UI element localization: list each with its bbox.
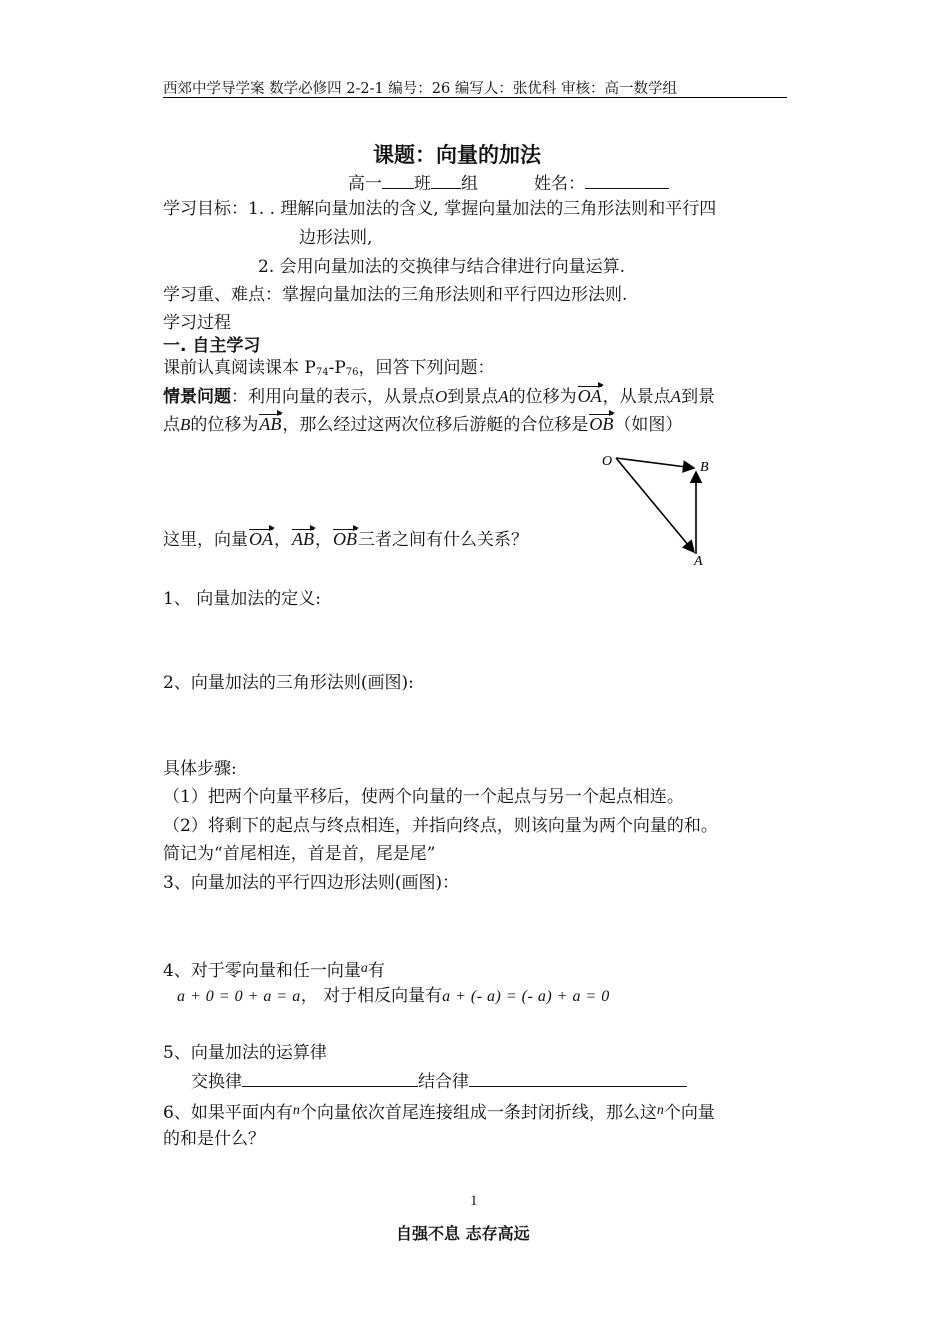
question-4 <box>163 958 385 982</box>
commutative-blank[interactable] <box>242 1070 418 1087</box>
vector-ob: OB <box>589 414 614 434</box>
vector-a-symbol: a <box>360 961 368 976</box>
point-o-label: O <box>435 387 448 406</box>
question-6-line-1 <box>163 1100 715 1124</box>
page-end-subscript: 76 <box>345 367 359 378</box>
class-line <box>348 172 669 195</box>
page-start-subscript: 74 <box>315 367 329 378</box>
page-number: 1 <box>470 1193 478 1209</box>
question-6-text-3: 个向量 <box>663 1103 715 1123</box>
n-symbol-1: n <box>292 1103 300 1118</box>
header-rule <box>163 97 787 98</box>
point-b-label: B <box>180 415 191 434</box>
page-title: 课题：向量的加法 <box>373 143 541 167</box>
question-5: 5、向量加法的运算律 <box>163 1043 327 1063</box>
diagram-label-b: B <box>700 460 709 475</box>
vector-ab-2: AB <box>292 529 314 549</box>
scenario-label: 情景问题 <box>163 387 231 407</box>
n-symbol-2: n <box>656 1103 664 1118</box>
diagram-label-o: O <box>602 454 613 469</box>
scenario-text-9: （如图） <box>614 415 683 435</box>
name-label: 姓名： <box>534 174 585 194</box>
goal-2: 2. 会用向量加法的交换律与结合律进行向量运算. <box>258 257 626 277</box>
question-4-text-1: 4、对于零向量和任一向量 <box>163 961 361 981</box>
reading-instruction <box>163 357 495 384</box>
page-header: 西郊中学导学案 数学必修四 2-2-1 编号：26 编写人：张优科 审核：高一数学组 <box>163 81 677 97</box>
scenario-text-2: 到景点 <box>447 387 499 407</box>
laws-line <box>191 1070 687 1093</box>
relation-question <box>163 528 528 551</box>
question-4-text-2: 有 <box>367 961 385 981</box>
step-1: （1）把两个向量平移后，使两个向量的一个起点与另一个起点相连。 <box>163 787 684 807</box>
step-summary: 简记为“首尾相连，首是首，尾是尾” <box>163 844 436 864</box>
reading-pre: 课前认真阅读课本 P <box>163 358 316 378</box>
name-blank[interactable] <box>585 172 669 189</box>
goal-1-line-2: 边形法则, <box>299 228 373 248</box>
scenario-text-8: ，那么经过这两次位移后游艇的合位移是 <box>282 415 589 435</box>
group-blank[interactable] <box>431 172 461 189</box>
question-2: 2、向量加法的三角形法则(画图): <box>163 673 414 693</box>
class-zu: 组 <box>461 174 478 194</box>
zero-vector-formula: a + 0 = 0 + a = a <box>177 988 301 1005</box>
vector-ab: AB <box>259 414 282 434</box>
scenario-text-6: 点 <box>163 415 180 435</box>
opposite-vector-formula: a + (- a) = (- a) + a = 0 <box>442 988 610 1005</box>
associative-blank[interactable] <box>469 1070 687 1087</box>
motto-footer: 自强不息 志存高远 <box>396 1224 530 1243</box>
vector-triangle-diagram <box>596 448 716 573</box>
question-6-text-2: 个向量依次首尾连接组成一条封闭折线，那么这 <box>299 1103 657 1123</box>
class-prefix: 高一 <box>348 174 382 194</box>
relation-sep-2: ， <box>315 530 332 550</box>
scenario-text-7: 的位移为 <box>190 415 259 435</box>
commutative-label: 交换律 <box>191 1072 242 1092</box>
scenario-line-1 <box>163 385 715 408</box>
key-points: 学习重、难点：掌握向量加法的三角形法则和平行四边形法则. <box>163 285 628 305</box>
point-a-label: A <box>498 387 509 406</box>
diagram-label-a: A <box>694 554 703 569</box>
point-a-label-2: A <box>670 387 682 406</box>
scenario-text-5: 到景 <box>681 387 716 407</box>
class-ban: 班 <box>414 174 431 194</box>
goals-line-1 <box>163 198 716 220</box>
goals-label: 学习目标： <box>163 199 248 219</box>
vector-ob-arrow <box>616 458 694 468</box>
formula-text: ， 对于相反向量有 <box>300 986 443 1006</box>
scenario-text-3: 的位移为 <box>508 387 577 407</box>
vector-oa-arrow <box>616 458 694 552</box>
process-heading: 学习过程 <box>163 313 231 333</box>
section-1-heading: 一. 自主学习 <box>163 336 261 356</box>
associative-label: 结合律 <box>418 1072 469 1092</box>
formula-line <box>177 985 610 1008</box>
question-6-line-2: 的和是什么？ <box>163 1129 265 1149</box>
reading-post: ，回答下列问题： <box>358 358 495 378</box>
question-3: 3、向量加法的平行四边形法则(画图)： <box>163 873 460 893</box>
scenario-line-2 <box>163 413 682 436</box>
class-blank[interactable] <box>382 172 414 189</box>
scenario-text-4: ，从景点 <box>602 387 671 407</box>
relation-text-2: 三者之间有什么关系？ <box>358 530 528 550</box>
relation-text-1: 这里，向量 <box>163 530 248 550</box>
step-2: （2）将剩下的起点与终点相连，并指向终点，则该向量为两个向量的和。 <box>163 816 718 836</box>
goal-1-line-1: 1. . 理解向量加法的含义, 掌握向量加法的三角形法则和平行四 <box>248 199 717 219</box>
question-6-text-1: 6、如果平面内有 <box>163 1103 293 1123</box>
vector-oa-2: OA <box>249 529 273 549</box>
steps-label: 具体步骤: <box>163 759 237 779</box>
question-1: 1、 向量加法的定义: <box>163 589 321 609</box>
vector-ob-2: OB <box>333 529 357 549</box>
vector-oa: OA <box>577 386 602 406</box>
reading-mid: -P <box>328 358 346 378</box>
relation-sep-1: ， <box>274 530 291 550</box>
scenario-text-1: ：利用向量的表示，从景点 <box>231 387 435 407</box>
